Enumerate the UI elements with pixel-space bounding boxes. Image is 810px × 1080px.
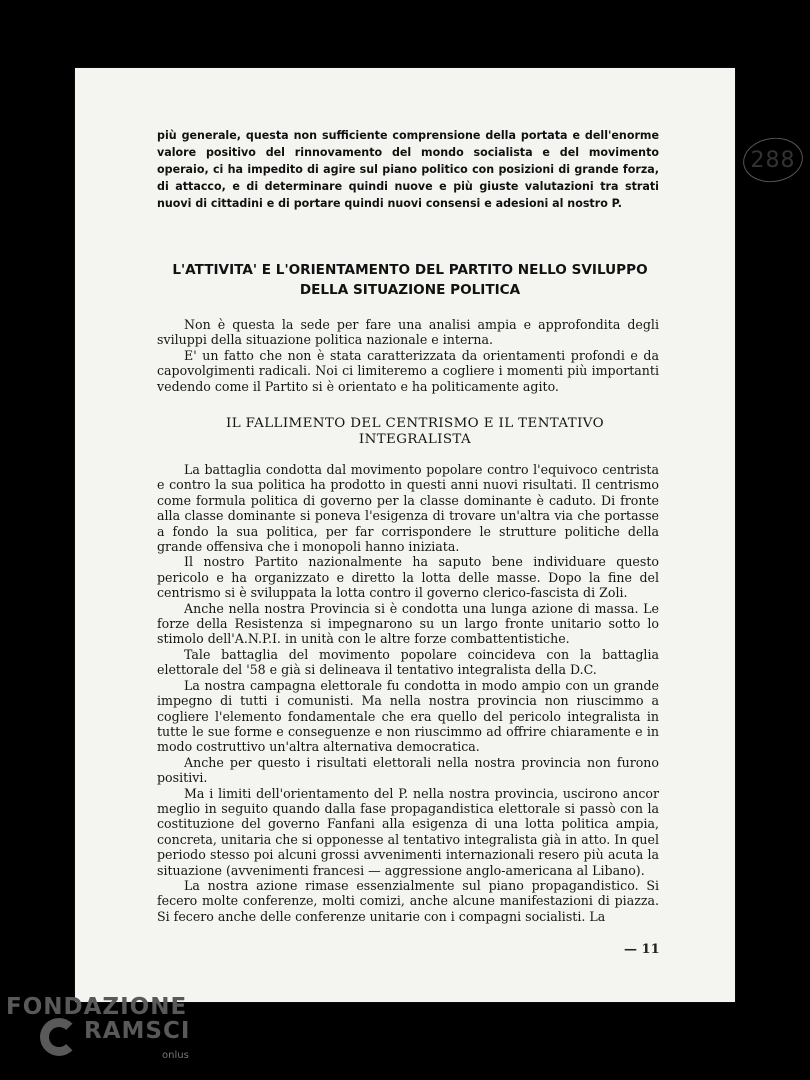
paragraph: Non è questa la sede per fare una analisi ampia e approfondita degli sviluppi della situazione politica nazionale e interna. (157, 317, 659, 348)
paragraph: Anche per questo i risultati elettorali nella nostra provincia non furono positivi. (157, 754, 659, 786)
watermark-line1: FONDAZIONE (6, 994, 188, 1020)
paragraph: Tale battaglia del movimento popolare coincideva con la battaglia elettorale del '58 e già si delineava il tentativo integralista della D.C. (157, 646, 659, 678)
heading-line: DELLA SITUAZIONE POLITICA (299, 282, 521, 298)
document-page (75, 68, 796, 1002)
paragraph: La battaglia condotta dal movimento popolare contro l'equivoco centrista e contro la sua politica ha prodotto in questi anni nuovi risultati. Il centrismo come formula politica di governo per la classe dominante è caduto. Di fronte alla classe dominante si poneva l'esigenza di trovare un'altra via che portasse a fondo la sua politica, per far corrispondere le strutture politiche della grande offensiva che i monopoli hanno iniziata. (157, 462, 659, 555)
fondazione-gramsci-watermark (6, 992, 206, 1076)
section-heading-fallimento (185, 416, 645, 448)
section-heading-attivita (155, 260, 665, 300)
heading-line: INTEGRALISTA (358, 432, 472, 447)
watermark-onlus: onlus (162, 1050, 189, 1061)
heading-line: L'ATTIVITA' E L'ORIENTAMENTO DEL PARTITO NELLO SVILUPPO (172, 262, 648, 278)
paragraph: E' un fatto che non è stata caratterizzata da orientamenti profondi e da capovolgimenti radicali. Noi ci limiteremo a cogliere i momenti più importanti vedendo come il Partito si è orientato e ha politicamente agito. (157, 347, 659, 394)
paragraph: Il nostro Partito nazionalmente ha saputo bene individuare questo pericolo e ha organizzato e diretto la lotta delle masse. Dopo la fine del centrismo si è sviluppata la lotta contro il governo clerico-fascista di Zoli. (157, 554, 659, 601)
paragraph: La nostra azione rimase essenzialmente sul piano propagandistico. Si fecero molte conferenze, molti comizi, anche alcune manifestazioni di piazza. Si fecero anche delle conferenze unitarie con i compagni socialisti. La (157, 877, 659, 924)
paragraph: La nostra campagna elettorale fu condotta in modo ampio con un grande impegno di tutti i comunisti. Ma nella nostra provincia non riuscimmo a cogliere l'elemento fondamentale che era quello del pericolo integralista in tutte le sue forme e conseguenze e non riuscimmo ad offrire chiaramente e in modo costruttivo un'altra alternativa democratica. (157, 677, 659, 755)
watermark-g-logo-icon (40, 1018, 78, 1056)
intro-paragraph: più generale, questa non sufficiente comprensione della portata e dell'enorme valore positivo del rinnovamento del mondo socialista e del movimento operaio, ci ha impedito di agire sul piano politico con posizioni di grande forza, di attacco, e di determinare quindi nuove e più giuste valutazioni tra strati nuovi di cittadini e di portare quindi nuovi consensi e adesioni al nostro P. (157, 129, 659, 210)
paragraph: Anche nella nostra Provincia si è condotta una lunga azione di massa. Le forze della Resistenza si impegnarono su un largo fronte unitario sotto lo stimolo dell'A.N.P.I. in unità con le altre forze combattentistiche. (157, 600, 659, 647)
watermark-line2: RAMSCI (84, 1018, 191, 1044)
heading-line: IL FALLIMENTO DEL CENTRISMO E IL TENTATIVO (226, 416, 604, 431)
section2-body (157, 462, 659, 924)
paragraph: Ma i limiti dell'orientamento del P. nella nostra provincia, uscirono ancor meglio in seguito quando dalla fase propagandistica elettorale si passò con la costituzione del governo Fanfani alla esigenza di una lotta politica ampia, concreta, unitaria che si opponesse al tentativo integralista già in atto. In quel periodo stesso poi alcuni grossi avvenimenti internazionali resero più acuta la situazione (avvenimenti francesi — aggressione anglo-americana al Libano). (157, 785, 659, 878)
section1-body (157, 317, 659, 394)
handwritten-page-number: 288 (743, 138, 803, 182)
page-number: — 11 (624, 942, 660, 957)
